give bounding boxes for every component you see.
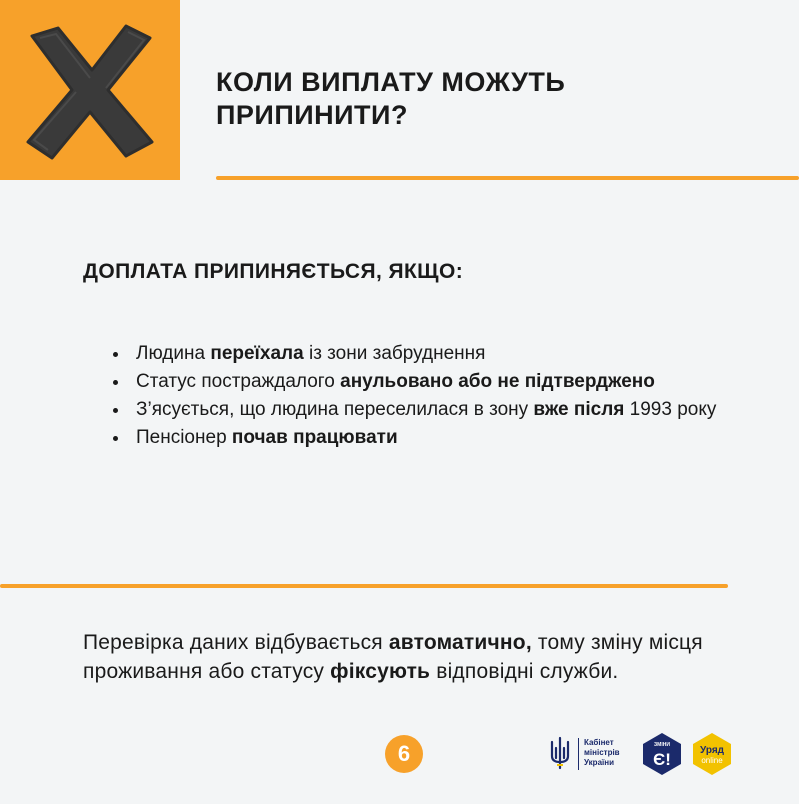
divider-middle: [0, 584, 728, 588]
hero-icon-box: [0, 0, 180, 180]
list-item: • Людина переїхала із зони забруднення: [130, 340, 730, 368]
uriad-online-logo-icon: [690, 732, 734, 776]
zminy-logo-mark: Є!: [653, 750, 671, 769]
page-title: [216, 66, 776, 132]
list-item: • Пенсіонер почав працювати: [130, 424, 730, 452]
page-number-badge: 6: [385, 735, 423, 773]
partner-logos: [548, 732, 758, 776]
trident-icon: [548, 736, 572, 770]
kmu-logo-text: Кабінет міністрів України: [584, 738, 620, 767]
footer-note: Перевірка даних відбувається автоматично, тому зміну місця проживання або статусу фіксують відповідні служби.: [83, 631, 703, 683]
list-item: • Статус постраждалого анульовано або не підтверджено: [130, 368, 730, 396]
zminy-logo-label: ЗМІНИ: [654, 742, 670, 748]
section-subtitle: ДОПЛАТА ПРИПИНЯЄТЬСЯ, ЯКЩО:: [83, 260, 464, 283]
zminy-logo-icon: [640, 732, 684, 776]
uriad-logo-line1: Уряд: [700, 745, 724, 756]
page-title-line2: ПРИПИНИТИ?: [216, 100, 408, 130]
page-title-line1: КОЛИ ВИПЛАТУ МОЖУТЬ: [216, 67, 566, 97]
conditions-list: [108, 340, 730, 452]
logo-divider: [578, 738, 579, 770]
list-item: • З’ясується, що людина переселилася в зону вже після 1993 року: [130, 396, 730, 424]
x-mark-icon: [18, 18, 162, 162]
uriad-logo-line2: online: [701, 756, 723, 765]
divider-top: [216, 176, 799, 180]
